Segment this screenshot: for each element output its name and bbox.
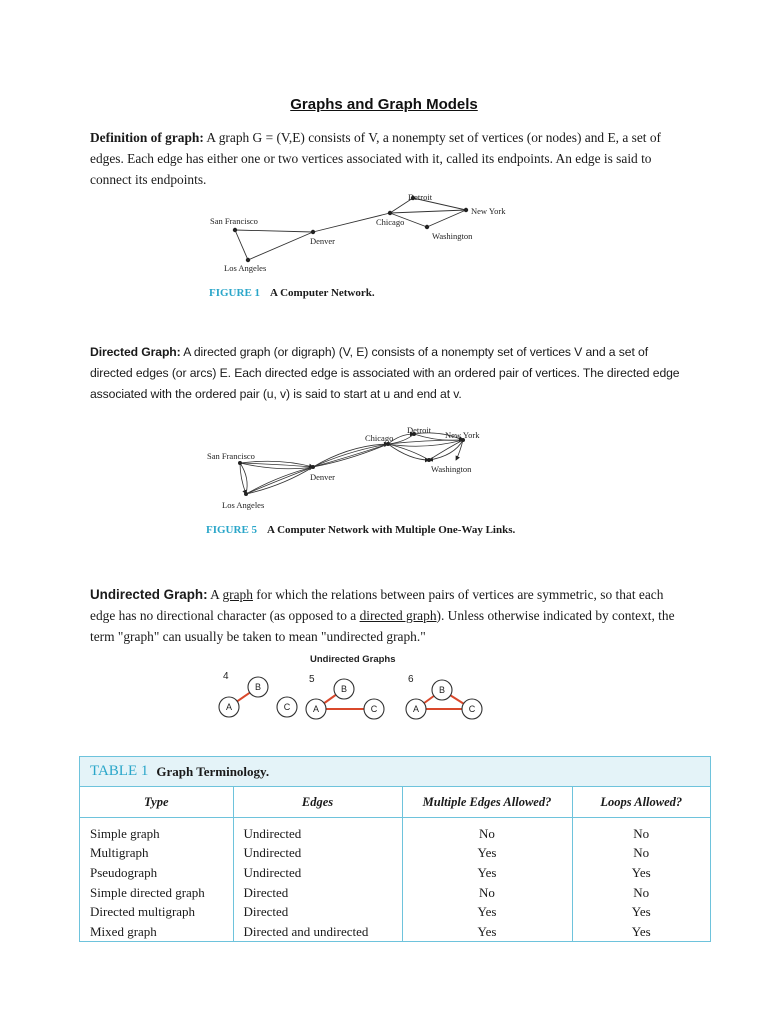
cell-multiple-edges: Yes	[402, 922, 572, 942]
fig1-label-la: Los Angeles	[224, 263, 267, 273]
cell-edges: Directed	[233, 883, 402, 903]
fig5-label-denver: Denver	[310, 472, 336, 482]
definition-term: Definition of graph:	[90, 130, 204, 145]
cell-multiple-edges: Yes	[402, 844, 572, 864]
g5-node-c: C	[370, 704, 378, 714]
cell-loops: No	[633, 825, 650, 841]
g4-node-b: B	[254, 682, 262, 692]
col-header-multiple-edges: Multiple Edges Allowed?	[402, 787, 572, 818]
cell-type: Mixed graph	[80, 922, 233, 942]
directed-graph-term: Directed Graph:	[90, 345, 181, 359]
table-row	[80, 818, 710, 844]
cell-loops: No	[633, 884, 650, 900]
fig5-label-la: Los Angeles	[222, 500, 265, 510]
page-title: Graphs and Graph Models	[290, 96, 478, 113]
cell-type: Simple directed graph	[80, 883, 233, 903]
table-row	[80, 863, 710, 883]
table-caption: Graph Terminology.	[156, 763, 270, 779]
g6-node-b: B	[438, 685, 446, 695]
undirected-text-mid: for which the relations between pairs of vertices are symmetric, so that each edge has no directional character (as opposed to a	[90, 587, 664, 623]
cell-loops: Yes	[631, 923, 651, 939]
col-header-type: Type	[80, 787, 233, 818]
fig1-label-sf: San Francisco	[210, 216, 258, 226]
graph-terminology-table	[79, 756, 711, 942]
cell-type: Pseudograph	[80, 863, 233, 883]
g6-node-c: C	[468, 704, 476, 714]
g5-node-b: B	[340, 684, 348, 694]
cell-edges: Directed	[233, 902, 402, 922]
figure1-caption-label: FIGURE 1	[209, 287, 261, 299]
cell-edges: Undirected	[233, 863, 402, 883]
figure5-caption-label: FIGURE 5	[206, 524, 258, 536]
undirected-figure-title: Undirected Graphs	[310, 654, 396, 665]
fig5-label-chicago: Chicago	[365, 433, 394, 443]
cell-edges: Undirected	[233, 818, 402, 844]
cell-multiple-edges: Yes	[402, 863, 572, 883]
graph-number-5: 5	[309, 674, 315, 685]
undirected-text-post: ). Unless otherwise indicated by context, the term "graph" can usually be taken to mean "undirected graph."	[90, 608, 675, 644]
cell-multiple-edges: No	[402, 818, 572, 844]
definition-text: A graph G = (V,E) consists of V, a nonempty set of vertices (or nodes) and E, a set of edges. Each edge has either one or two vertices associated with it, called its endpoints. An edge is said to connect its endpoints.	[90, 130, 661, 187]
figure1-caption-text: A Computer Network.	[270, 287, 375, 299]
figure1-network-diagram	[200, 190, 520, 280]
fig5-label-newyork: New York	[445, 430, 480, 440]
figure5-directed-network-diagram	[200, 420, 540, 520]
directed-graph-text: A directed graph (or digraph) (V, E) consists of a nonempty set of vertices V and a set of directed edges (or arcs) E. Each directed edge is associated with an ordered pair of vertices. The directed edge associated with the ordered pair (u, v) is said to start at u and end at v.	[90, 345, 680, 401]
table-header	[80, 757, 710, 787]
g6-node-a: A	[412, 704, 420, 714]
fig1-label-detroit: Detroit	[408, 192, 433, 202]
table-row	[80, 844, 710, 864]
col-header-loops: Loops Allowed?	[572, 787, 710, 818]
fig5-label-sf: San Francisco	[207, 451, 255, 461]
terminology-grid	[80, 787, 710, 942]
cell-type: Simple graph	[80, 818, 233, 844]
fig5-label-washington: Washington	[431, 464, 472, 474]
g4-node-a: A	[225, 702, 233, 712]
undirected-graph-paragraph	[90, 584, 690, 647]
graph-link[interactable]: graph	[222, 587, 253, 602]
cell-edges: Undirected	[233, 844, 402, 864]
table-row	[80, 883, 710, 903]
figure5-caption	[206, 524, 515, 536]
cell-multiple-edges: Yes	[402, 902, 572, 922]
undirected-text-pre: A	[207, 587, 223, 602]
table-row	[80, 922, 710, 942]
cell-multiple-edges: No	[402, 883, 572, 903]
fig1-label-washington: Washington	[432, 231, 473, 241]
graph-number-6: 6	[408, 674, 414, 685]
cell-type: Directed multigraph	[80, 902, 233, 922]
table-label: TABLE 1	[90, 763, 149, 779]
undirected-graph-term: Undirected Graph:	[90, 587, 208, 602]
cell-loops: Yes	[631, 864, 651, 880]
fig5-label-detroit: Detroit	[407, 425, 432, 435]
fig1-label-newyork: New York	[471, 206, 506, 216]
table-header-row	[80, 787, 710, 818]
g5-node-a: A	[312, 704, 320, 714]
table-row	[80, 902, 710, 922]
cell-loops: No	[633, 845, 650, 861]
fig1-label-chicago: Chicago	[376, 217, 405, 227]
figure1-caption	[209, 287, 375, 299]
g4-node-c: C	[283, 702, 291, 712]
graph-number-4: 4	[223, 671, 229, 682]
cell-loops: Yes	[631, 904, 651, 920]
definition-paragraph	[90, 127, 690, 190]
cell-type: Multigraph	[80, 844, 233, 864]
col-header-edges: Edges	[233, 787, 402, 818]
directed-graph-link[interactable]: directed graph	[359, 608, 437, 623]
undirected-graphs-diagram	[205, 650, 495, 725]
figure5-caption-text: A Computer Network with Multiple One-Way Links.	[267, 524, 516, 536]
directed-graph-paragraph	[90, 342, 690, 405]
fig1-label-denver: Denver	[310, 236, 336, 246]
cell-edges: Directed and undirected	[233, 922, 402, 942]
